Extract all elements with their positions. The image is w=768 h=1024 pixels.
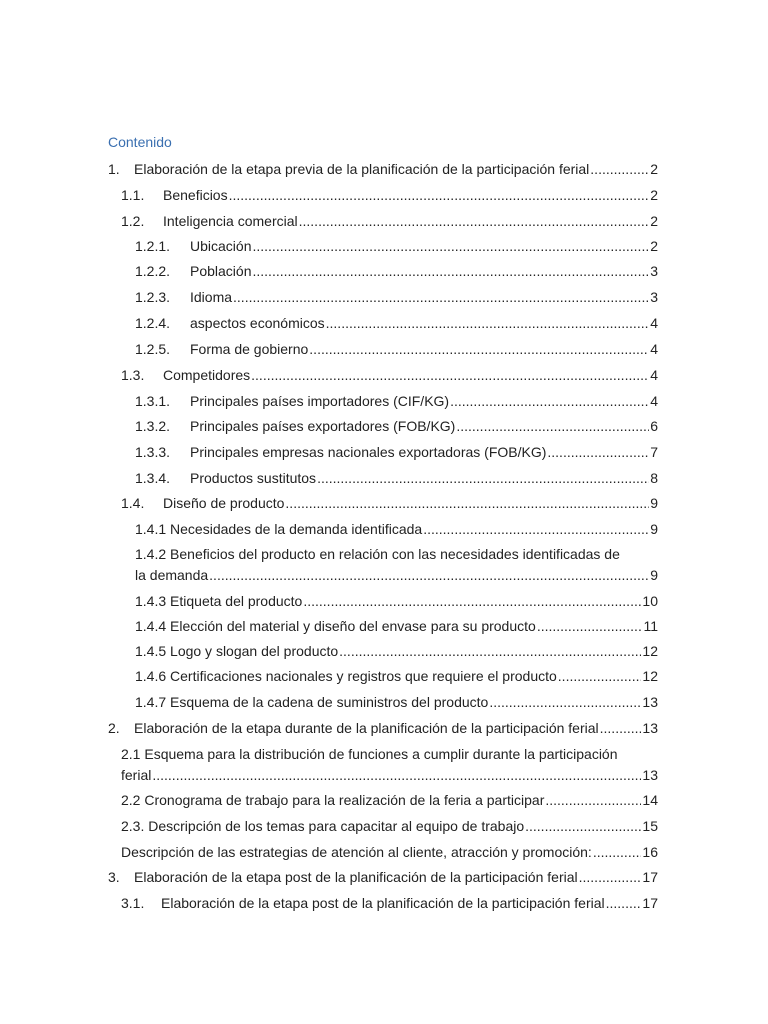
toc-entry-text: 1.4.4 Elección del material y diseño del envase para su producto: [135, 618, 536, 634]
toc-leader-dots: [229, 185, 650, 206]
toc-entry-page: 9: [650, 567, 658, 583]
toc-entry-page: 9: [650, 521, 658, 537]
toc-entry-text: Descripción de las estrategias de atención al cliente, atracción y promoción:: [121, 844, 592, 860]
toc-entry-text: Ubicación: [190, 238, 252, 254]
toc-entry-page: 9: [650, 495, 658, 511]
toc-entry-page: 3: [650, 263, 658, 279]
toc-entry-text: Principales países exportadores (FOB/KG): [190, 418, 456, 434]
toc-leader-dots: [489, 692, 641, 713]
toc-entry-text: Productos sustitutos: [190, 470, 317, 486]
toc-entry[interactable]: [135, 287, 658, 308]
toc-leader-dots: [593, 842, 642, 863]
toc-entry-page: 17: [642, 895, 658, 911]
toc-title: Contenido: [108, 134, 172, 150]
toc-entry-text: 1.4.3 Etiqueta del producto: [135, 593, 303, 609]
toc-entry[interactable]: [135, 641, 658, 662]
toc-leader-dots: [309, 339, 649, 360]
toc-entry[interactable]: [121, 211, 658, 232]
toc-entry-number: 1.3.: [121, 367, 145, 383]
toc-entry-number: 1.2.: [121, 213, 145, 229]
toc-entry[interactable]: [121, 893, 658, 914]
toc-leader-dots: [600, 718, 642, 739]
toc-leader-dots: [339, 641, 641, 662]
toc-leader-dots: [317, 468, 649, 489]
toc-entry-page: 4: [650, 393, 658, 409]
toc-entry-text: ferial: [121, 767, 152, 783]
toc-entry[interactable]: [135, 692, 658, 713]
toc-entry-page: 10: [642, 593, 658, 609]
toc-entry-page: 13: [642, 694, 658, 710]
toc-leader-dots: [253, 261, 650, 282]
toc-entry-page: 3: [650, 289, 658, 305]
toc-entry-text: Forma de gobierno: [190, 341, 309, 357]
toc-entry-number: 1.2.2.: [135, 263, 171, 279]
toc-entry-page: 6: [650, 418, 658, 434]
toc-entry-text: 2.3. Descripción de los temas para capacitar al equipo de trabajo: [121, 818, 525, 834]
toc-entry-page: 2: [650, 187, 658, 203]
toc-entry-number: 2.: [108, 720, 120, 736]
toc-entry[interactable]: [135, 666, 658, 687]
toc-entry[interactable]: [121, 493, 658, 514]
toc-entry-number: 3.: [108, 869, 120, 885]
toc-entry[interactable]: [108, 159, 658, 180]
toc-entry[interactable]: [135, 544, 658, 586]
toc-entry-page: 12: [642, 668, 658, 684]
toc-entry[interactable]: [135, 519, 658, 540]
toc-entry-text: Elaboración de la etapa durante de la planificación de la participación ferial: [134, 720, 599, 736]
toc-entry[interactable]: [108, 718, 658, 739]
toc-entry-text: 1.4.1 Necesidades de la demanda identificada: [135, 521, 423, 537]
toc-entry-text: 1.4.5 Logo y slogan del producto: [135, 643, 339, 659]
toc-leader-dots: [252, 236, 649, 257]
toc-entry[interactable]: [121, 816, 658, 837]
toc-entry-text: Elaboración de la etapa post de la planificación de la participación ferial: [161, 895, 605, 911]
toc-entry-text-line1: 2.1 Esquema para la distribución de funciones a cumplir durante la participación: [121, 746, 618, 762]
toc-leader-dots: [456, 416, 649, 437]
toc-entry[interactable]: [135, 442, 658, 463]
toc-entry-page: 13: [642, 767, 658, 783]
toc-entry-page: 2: [650, 213, 658, 229]
toc-entry-number: 1.3.3.: [135, 444, 171, 460]
toc-entry[interactable]: [121, 842, 658, 863]
toc-entry-text: aspectos económicos: [190, 315, 325, 331]
toc-leader-dots: [299, 211, 650, 232]
toc-entry-page: 4: [650, 341, 658, 357]
toc-entry-page: 4: [650, 367, 658, 383]
toc-leader-dots: [423, 519, 649, 540]
toc-leader-dots: [590, 159, 649, 180]
toc-entry-number: 1.2.1.: [135, 238, 171, 254]
toc-entry[interactable]: [135, 313, 658, 334]
toc-leader-dots: [579, 867, 642, 888]
toc-entry[interactable]: [135, 339, 658, 360]
toc-entry-page: 13: [642, 720, 658, 736]
toc-entry-text: 2.2 Cronograma de trabajo para la realización de la feria a participar: [121, 792, 545, 808]
toc-entry[interactable]: [108, 867, 658, 888]
toc-entry[interactable]: [135, 591, 658, 612]
toc-leader-dots: [537, 616, 643, 637]
toc-leader-dots: [285, 493, 649, 514]
toc-entry-text: Elaboración de la etapa post de la planificación de la participación ferial: [134, 869, 578, 885]
toc-entry-text: 1.4.7 Esquema de la cadena de suministros del producto: [135, 694, 489, 710]
toc-entry-text: Principales empresas nacionales exportadoras (FOB/KG): [190, 444, 547, 460]
toc-leader-dots: [303, 591, 641, 612]
toc-entry-page: 4: [650, 315, 658, 331]
toc-leader-dots: [547, 442, 649, 463]
toc-entry[interactable]: [135, 236, 658, 257]
toc-leader-dots: [209, 565, 649, 586]
toc-entry-text: Idioma: [190, 289, 233, 305]
toc-entry-number: 1.2.3.: [135, 289, 171, 305]
toc-entry-number: 3.1.: [121, 895, 145, 911]
toc-entry-number: 1.3.4.: [135, 470, 171, 486]
toc-entry[interactable]: [135, 261, 658, 282]
toc-leader-dots: [233, 287, 649, 308]
toc-leader-dots: [251, 365, 649, 386]
toc-entry-page: 11: [643, 618, 658, 634]
toc-entry-number: 1.1.: [121, 187, 145, 203]
toc-entry-page: 17: [642, 869, 658, 885]
toc-leader-dots: [606, 893, 642, 914]
toc-leader-dots: [545, 790, 641, 811]
toc-entry-page: 15: [642, 818, 658, 834]
toc-entry-text-line1: 1.4.2 Beneficios del producto en relación con las necesidades identificadas de: [135, 546, 620, 562]
toc-entry-number: 1.: [108, 161, 120, 177]
toc-entry-text: Población: [190, 263, 252, 279]
toc-entry-number: 1.2.5.: [135, 341, 171, 357]
toc-entry[interactable]: [135, 616, 658, 637]
toc-entry-text: 1.4.6 Certificaciones nacionales y registros que requiere el producto: [135, 668, 557, 684]
toc-leader-dots: [525, 816, 641, 837]
toc-entry-page: 7: [650, 444, 658, 460]
toc-entry-text: Principales países importadores (CIF/KG): [190, 393, 450, 409]
toc-entry[interactable]: [135, 416, 658, 437]
toc-leader-dots: [558, 666, 642, 687]
toc-entry[interactable]: [135, 468, 658, 489]
toc-entry-page: 14: [642, 792, 658, 808]
toc-leader-dots: [152, 765, 641, 786]
toc-entry-text: Inteligencia comercial: [163, 213, 298, 229]
toc-entry[interactable]: [121, 790, 658, 811]
toc-entry-number: 1.3.1.: [135, 393, 171, 409]
toc-leader-dots: [326, 313, 650, 334]
toc-entry[interactable]: [121, 365, 658, 386]
toc-entry-page: 12: [642, 643, 658, 659]
toc-entry[interactable]: [121, 744, 658, 786]
toc-entry-text: Competidores: [163, 367, 251, 383]
toc-entry-text: la demanda: [135, 567, 209, 583]
toc-entry[interactable]: [121, 185, 658, 206]
toc-entry-page: 8: [650, 470, 658, 486]
toc-entry-number: 1.4.: [121, 495, 145, 511]
toc-entry-text: Elaboración de la etapa previa de la planificación de la participación ferial: [134, 161, 590, 177]
toc-entry-text: Beneficios: [163, 187, 228, 203]
toc-entry-page: 16: [642, 844, 658, 860]
toc-entry-number: 1.3.2.: [135, 418, 171, 434]
toc-entry-page: 2: [650, 161, 658, 177]
toc-entry-number: 1.2.4.: [135, 315, 171, 331]
toc-entry[interactable]: [135, 391, 658, 412]
toc-entry-page: 2: [650, 238, 658, 254]
toc-leader-dots: [450, 391, 649, 412]
toc-entry-text: Diseño de producto: [163, 495, 285, 511]
